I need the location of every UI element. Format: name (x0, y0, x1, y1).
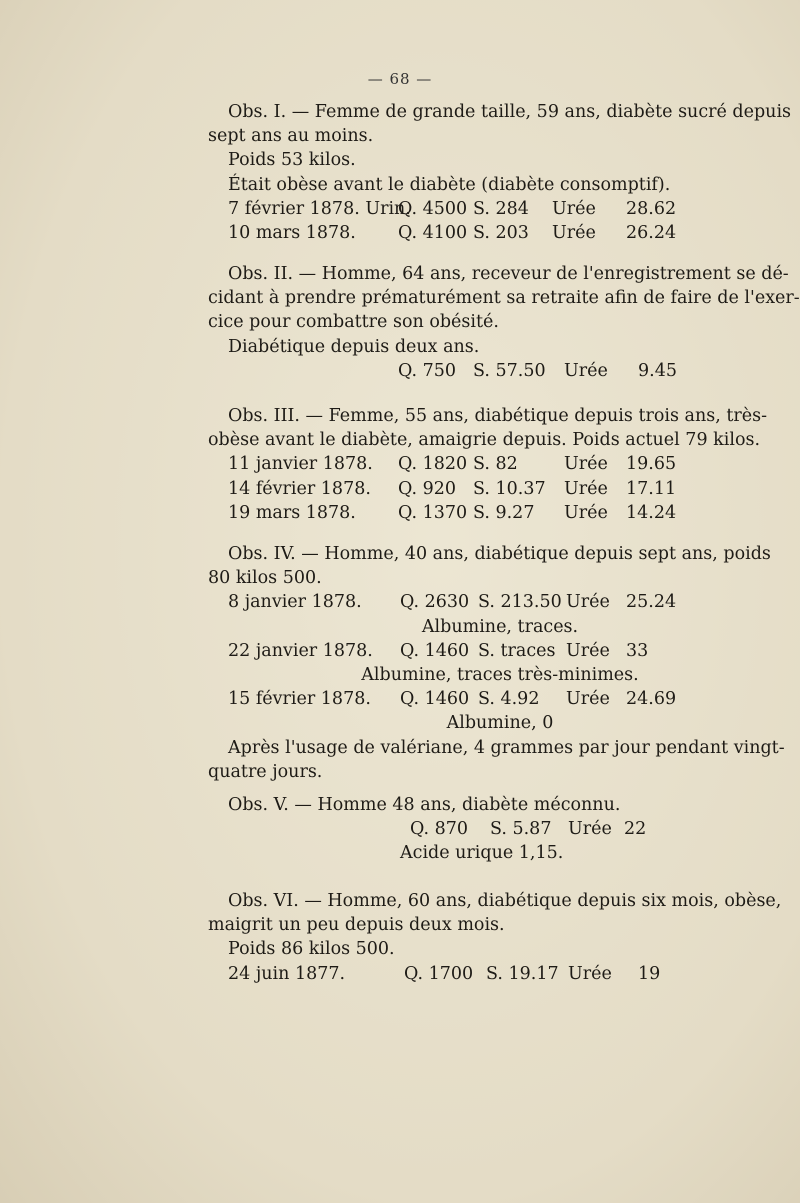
row-q: Q. 1460 (400, 640, 470, 661)
obs6-text1: — Homme, 60 ans, diabétique depuis six mois, obèse, (304, 891, 782, 911)
obs4-note1: Albumine, traces. (421, 616, 579, 637)
obs2-line3: cice pour combattre son obésité. (208, 312, 499, 333)
row-s: S. 10.37 (473, 478, 546, 499)
row-q: Q. 4500 (398, 198, 468, 219)
obs3-line2: obèse avant le diabète, amaigrie depuis. Poids actuel 79 kilos. (208, 430, 761, 451)
row-uree-label: Urée (564, 502, 608, 523)
row-s: S. 9.27 (473, 502, 535, 523)
row-s: S. 5.87 (490, 819, 552, 840)
row-date: 7 février 1878. Urin. (228, 198, 411, 219)
obs2-text1: — Homme, 64 ans, receveur de l'enregistrement se dé- (298, 264, 789, 284)
row-s: S. 203 (473, 222, 529, 243)
row-date: 15 février 1878. (228, 689, 371, 710)
row-uree-value: 19 (638, 963, 661, 984)
row-q: Q. 920 (398, 478, 457, 499)
obs1-line3: Poids 53 kilos. (228, 150, 356, 171)
observation-3 (208, 404, 767, 525)
row-date: 19 mars 1878. (228, 502, 356, 523)
table-row (228, 817, 752, 841)
row-uree-label: Urée (564, 478, 608, 499)
observation-4 (208, 542, 785, 784)
row-date: 10 mars 1878. (228, 222, 356, 243)
row-uree-label: Urée (552, 222, 596, 243)
obs6-line1 (228, 889, 782, 913)
obs4-after1: Après l'usage de valériane, 4 grammes par jour pendant vingt- (228, 737, 785, 758)
row-uree-value: 33 (626, 640, 649, 661)
table-row (228, 590, 752, 614)
obs4-text1: — Homme, 40 ans, diabétique depuis sept ans, poids (301, 544, 771, 564)
obs5-heading: Obs. V. (228, 795, 289, 815)
row-uree-label: Urée (566, 592, 610, 613)
row-s: S. 57.50 (473, 360, 546, 381)
row-date: 22 janvier 1878. (228, 640, 373, 661)
obs1-text1: — Femme de grande taille, 59 ans, diabète sucré depuis (291, 102, 792, 122)
table-row (228, 501, 752, 525)
table-row (228, 221, 752, 245)
obs2-heading: Obs. II. (228, 264, 294, 284)
row-date: 24 juin 1877. (228, 963, 346, 984)
observation-1 (208, 100, 792, 245)
row-uree-value: 19.65 (626, 454, 677, 475)
obs5-line1 (228, 793, 752, 817)
row-uree-label: Urée (552, 198, 596, 219)
obs6-line2: maigrit un peu depuis deux mois. (208, 915, 505, 936)
table-row (228, 359, 752, 383)
row-q: Q. 2630 (400, 592, 470, 613)
row-date: 8 janvier 1878. (228, 592, 362, 613)
obs3-text1: — Femme, 55 ans, diabétique depuis trois ans, très- (305, 406, 767, 426)
table-row (228, 639, 752, 663)
row-uree-value: 9.45 (638, 360, 677, 381)
obs3-line1 (228, 404, 767, 428)
obs4-heading: Obs. IV. (228, 544, 296, 564)
obs4-after2: quatre jours. (208, 761, 323, 782)
row-s: S. 213.50 (478, 592, 562, 613)
row-uree-value: 17.11 (626, 478, 677, 499)
obs4-line1 (228, 542, 771, 566)
obs5-note: Acide urique 1,15. (400, 843, 564, 864)
row-uree-label: Urée (568, 963, 612, 984)
obs4-note3: Albumine, 0 (446, 713, 554, 734)
row-uree-value: 26.24 (626, 222, 677, 243)
row-q: Q. 1700 (404, 963, 474, 984)
row-s: S. 19.17 (486, 963, 559, 984)
row-s: S. 4.92 (478, 689, 540, 710)
row-s: S. 284 (473, 198, 529, 219)
observation-5 (228, 793, 752, 866)
row-uree-value: 24.69 (626, 689, 677, 710)
obs2-line1 (228, 262, 789, 286)
obs1-line2: sept ans au moins. (208, 126, 374, 147)
row-uree-value: 22 (624, 819, 647, 840)
obs5-text1: — Homme 48 ans, diabète méconnu. (294, 795, 621, 815)
obs2-line4: Diabétique depuis deux ans. (228, 336, 480, 357)
row-date: 11 janvier 1878. (228, 454, 373, 475)
table-row (228, 452, 752, 476)
obs1-heading: Obs. I. (228, 102, 287, 122)
table-row (228, 687, 752, 711)
observation-2 (208, 262, 800, 383)
row-date: 14 février 1878. (228, 478, 371, 499)
obs6-heading: Obs. VI. (228, 891, 299, 911)
table-row (228, 197, 752, 221)
row-s: S. traces (478, 640, 556, 661)
obs1-line1 (228, 100, 792, 124)
row-uree-label: Urée (566, 689, 610, 710)
row-q: Q. 750 (398, 360, 457, 381)
obs4-note2: Albumine, traces très-minimes. (361, 664, 639, 685)
table-row (228, 962, 752, 986)
row-uree-label: Urée (564, 454, 608, 475)
obs1-line4: Était obèse avant le diabète (diabète consomptif). (228, 174, 671, 195)
obs6-line3: Poids 86 kilos 500. (228, 939, 395, 960)
table-row (228, 477, 752, 501)
row-q: Q. 1370 (398, 502, 468, 523)
row-uree-label: Urée (566, 640, 610, 661)
row-s: S. 82 (473, 454, 518, 475)
observation-6 (208, 889, 782, 986)
row-uree-value: 25.24 (626, 592, 677, 613)
row-q: Q. 870 (410, 819, 469, 840)
row-uree-label: Urée (568, 819, 612, 840)
obs2-line2: cidant à prendre prématurément sa retraite afin de faire de l'exer- (208, 288, 800, 309)
row-q: Q. 4100 (398, 222, 468, 243)
row-uree-value: 28.62 (626, 198, 677, 219)
page-number: — 68 — (367, 70, 433, 88)
obs3-heading: Obs. III. (228, 406, 300, 426)
row-q: Q. 1820 (398, 454, 468, 475)
row-uree-value: 14.24 (626, 502, 677, 523)
obs4-line2: 80 kilos 500. (208, 568, 322, 589)
row-q: Q. 1460 (400, 689, 470, 710)
row-uree-label: Urée (564, 360, 608, 381)
